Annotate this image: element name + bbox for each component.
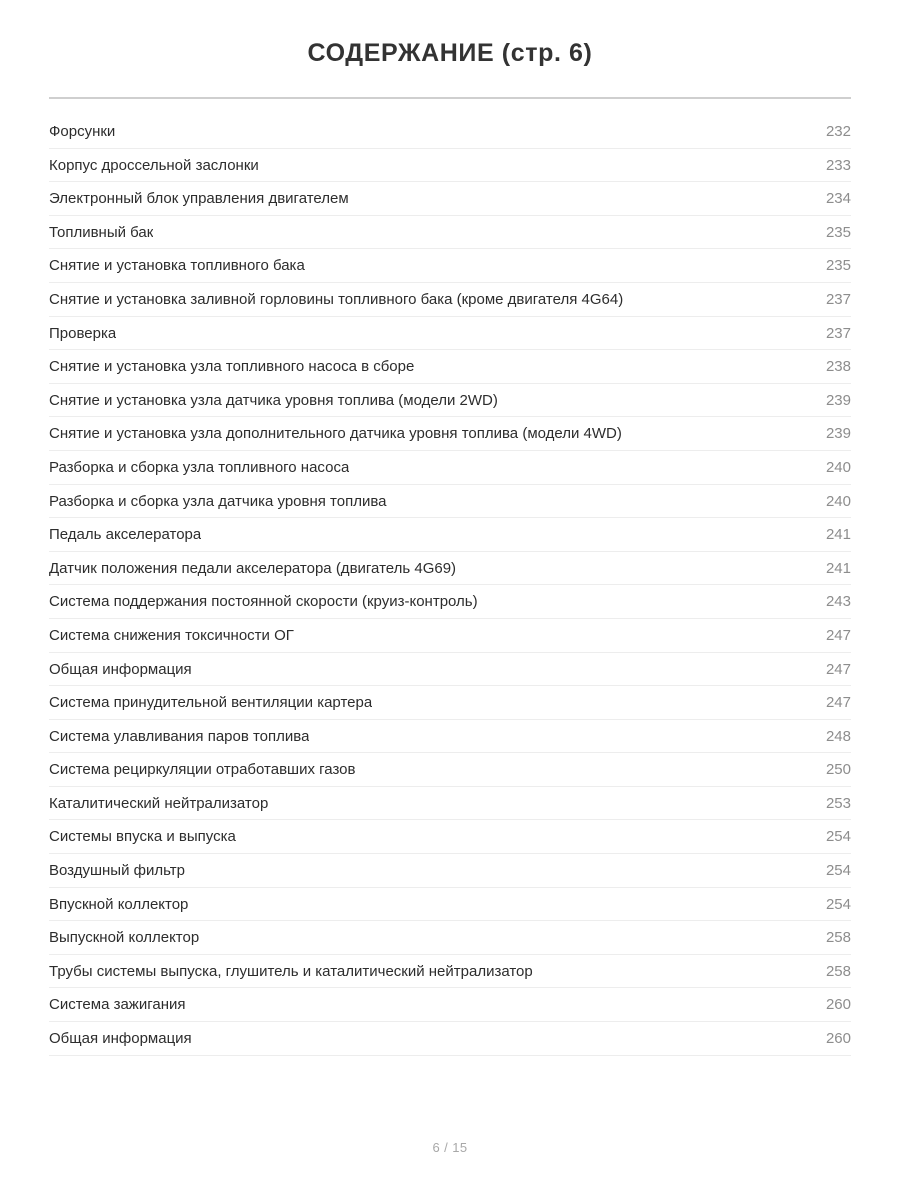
toc-entry-label: Система снижения токсичности ОГ: [49, 626, 294, 644]
toc-entry-page-number: 233: [825, 156, 851, 174]
toc-entry-page-number: 247: [825, 626, 851, 644]
toc-entry-label: Снятие и установка узла топливного насоса в сборе: [49, 358, 415, 376]
toc-entry-page-number: 238: [825, 358, 851, 376]
toc-entry-label: Система поддержания постоянной скорости (круиз-контроль): [49, 593, 478, 611]
toc-entry-label: Система рециркуляции отработавших газов: [49, 761, 356, 779]
toc-entry-page-number: 248: [825, 727, 851, 745]
toc-entry-page-number: 250: [825, 761, 851, 779]
toc-entry-page-number: 243: [825, 593, 851, 611]
title-divider: [49, 97, 851, 99]
toc-entry-page-number: 239: [825, 391, 851, 409]
toc-entry[interactable]: [49, 350, 851, 384]
toc-entry-label: Система зажигания: [49, 996, 186, 1014]
toc-entry[interactable]: [49, 888, 851, 922]
toc-entry-label: Каталитический нейтрализатор: [49, 794, 269, 812]
toc-entry-label: Педаль акселератора: [49, 526, 202, 544]
toc-entry[interactable]: [49, 921, 851, 955]
toc-entry[interactable]: [49, 149, 851, 183]
toc-entry-label: Впускной коллектор: [49, 895, 189, 913]
toc-entry-label: Выпускной коллектор: [49, 929, 200, 947]
toc-entry-page-number: 241: [825, 559, 851, 577]
toc-entry-page-number: 254: [825, 895, 851, 913]
toc-entry[interactable]: [49, 283, 851, 317]
toc-entry[interactable]: [49, 417, 851, 451]
toc-entry-label: Форсунки: [49, 123, 116, 140]
toc-entry[interactable]: [49, 182, 851, 216]
toc-entry[interactable]: [49, 820, 851, 854]
toc-entry-label: Воздушный фильтр: [49, 862, 185, 880]
toc-entry[interactable]: [49, 854, 851, 888]
toc-entry-label: Датчик положения педали акселератора (двигатель 4G69): [49, 559, 457, 577]
toc-entry[interactable]: [49, 753, 851, 787]
table-of-contents-list: [49, 115, 851, 1056]
toc-entry-page-number: 247: [825, 694, 851, 712]
toc-entry-label: Системы впуска и выпуска: [49, 828, 236, 846]
toc-entry-page-number: 253: [825, 794, 851, 812]
toc-entry-page-number: 258: [825, 962, 851, 980]
toc-entry[interactable]: [49, 1022, 851, 1056]
toc-entry[interactable]: [49, 653, 851, 687]
toc-entry-page-number: 237: [825, 290, 851, 308]
toc-entry-label: Трубы системы выпуска, глушитель и каталитический нейтрализатор: [49, 962, 533, 980]
toc-entry[interactable]: [49, 317, 851, 351]
toc-entry[interactable]: [49, 787, 851, 821]
toc-entry-page-number: 247: [825, 660, 851, 678]
toc-entry-page-number: 240: [825, 458, 851, 476]
toc-entry-label: Снятие и установка топливного бака: [49, 257, 305, 275]
toc-entry-page-number: 240: [825, 492, 851, 510]
toc-entry[interactable]: [49, 216, 851, 250]
toc-entry-label: Электронный блок управления двигателем: [49, 190, 349, 208]
toc-entry-label: Снятие и установка заливной горловины топливного бака (кроме двигателя 4G64): [49, 290, 624, 308]
toc-entry[interactable]: [49, 720, 851, 754]
toc-entry-label: Общая информация: [49, 660, 192, 678]
toc-entry-page-number: 254: [825, 828, 851, 846]
toc-entry-label: Разборка и сборка узла топливного насоса: [49, 458, 350, 476]
toc-entry[interactable]: [49, 585, 851, 619]
toc-entry[interactable]: [49, 552, 851, 586]
toc-entry-page-number: 239: [825, 425, 851, 443]
toc-entry-page-number: 237: [825, 324, 851, 342]
toc-entry-label: Разборка и сборка узла датчика уровня топлива: [49, 492, 387, 510]
toc-entry-label: Снятие и установка узла датчика уровня топлива (модели 2WD): [49, 391, 498, 409]
toc-entry[interactable]: [49, 988, 851, 1022]
toc-entry-page-number: 235: [825, 223, 851, 241]
toc-entry-page-number: 260: [825, 996, 851, 1014]
toc-entry-page-number: 254: [825, 862, 851, 880]
toc-entry-label: Снятие и установка узла дополнительного датчика уровня топлива (модели 4WD): [49, 425, 622, 443]
toc-entry[interactable]: [49, 518, 851, 552]
toc-entry[interactable]: [49, 384, 851, 418]
toc-entry[interactable]: [49, 619, 851, 653]
toc-entry[interactable]: [49, 115, 851, 149]
toc-entry-label: Система улавливания паров топлива: [49, 727, 310, 745]
toc-entry[interactable]: [49, 485, 851, 519]
toc-entry-page-number: 232: [825, 123, 851, 140]
toc-entry-label: Общая информация: [49, 1030, 192, 1048]
toc-entry-label: Корпус дроссельной заслонки: [49, 156, 259, 174]
toc-entry-page-number: 235: [825, 257, 851, 275]
toc-entry[interactable]: [49, 955, 851, 989]
toc-entry[interactable]: [49, 249, 851, 283]
toc-entry-page-number: 241: [825, 526, 851, 544]
toc-entry[interactable]: [49, 686, 851, 720]
page-title: СОДЕРЖАНИЕ (стр. 6): [307, 39, 593, 67]
toc-entry-page-number: 260: [825, 1030, 851, 1048]
toc-entry-label: Топливный бак: [49, 223, 154, 241]
toc-entry-page-number: 258: [825, 929, 851, 947]
footer-pagination: 6 / 15: [432, 1140, 468, 1155]
toc-entry-label: Система принудительной вентиляции картера: [49, 694, 373, 712]
toc-entry[interactable]: [49, 451, 851, 485]
toc-entry-label: Проверка: [49, 324, 117, 342]
toc-entry-page-number: 234: [825, 190, 851, 208]
